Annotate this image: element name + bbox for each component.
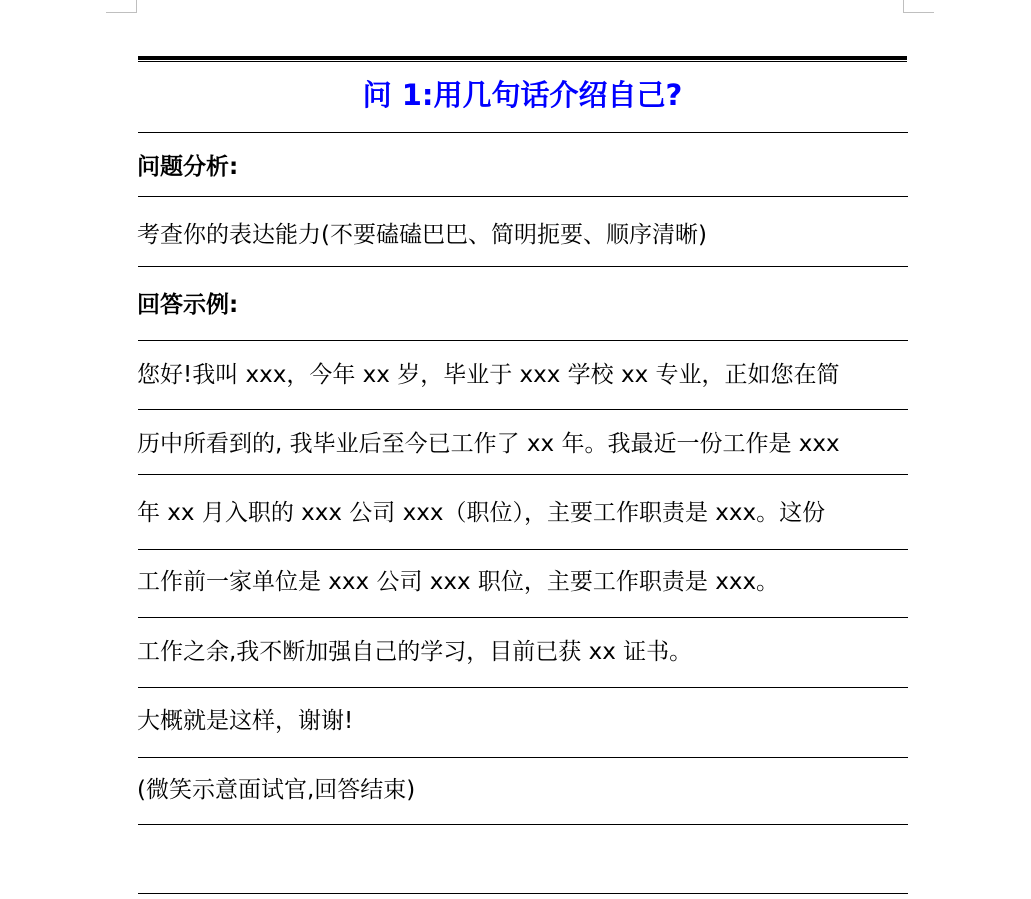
rule-line xyxy=(138,757,908,758)
rule-line xyxy=(138,893,908,894)
answer-line-7: (微笑示意面试官,回答结束) xyxy=(137,777,416,803)
answer-line-5: 工作之余,我不断加强自己的学习，目前已获 xx 证书。 xyxy=(137,639,693,665)
answer-line-4: 工作前一家单位是 xxx 公司 xxx 职位，主要工作职责是 xxx。 xyxy=(137,569,780,595)
answer-line-3: 年 xx 月入职的 xxx 公司 xxx（职位），主要工作职责是 xxx。这份 xyxy=(137,500,826,526)
rule-line xyxy=(138,687,908,688)
rule-line xyxy=(138,132,908,133)
page-corner-mark-top-right xyxy=(903,0,934,13)
answer-line-2: 历中所看到的, 我毕业后至今已工作了 xx 年。我最近一份工作是 xxx xyxy=(137,431,840,457)
question-title: 问 1:用几句话介绍自己? xyxy=(362,78,683,112)
rule-line xyxy=(138,196,908,197)
rule-line xyxy=(138,474,908,475)
rule-line xyxy=(138,549,908,550)
rule-line xyxy=(138,617,908,618)
section-heading-example: 回答示例: xyxy=(137,292,239,318)
rule-line xyxy=(138,824,908,825)
page-corner-mark-top-left xyxy=(106,0,137,13)
rule-line xyxy=(138,340,908,341)
section-heading-analysis: 问题分析: xyxy=(137,154,239,180)
rule-line xyxy=(138,409,908,410)
analysis-text: 考查你的表达能力(不要磕磕巴巴、简明扼要、顺序清晰) xyxy=(137,222,707,248)
answer-line-1: 您好!我叫 xxx，今年 xx 岁，毕业于 xxx 学校 xx 专业，正如您在简 xyxy=(137,362,840,388)
answer-line-6: 大概就是这样，谢谢! xyxy=(137,708,354,734)
rule-line xyxy=(138,266,908,267)
title-thick-rule xyxy=(138,56,907,60)
title-thin-rule xyxy=(138,61,907,62)
